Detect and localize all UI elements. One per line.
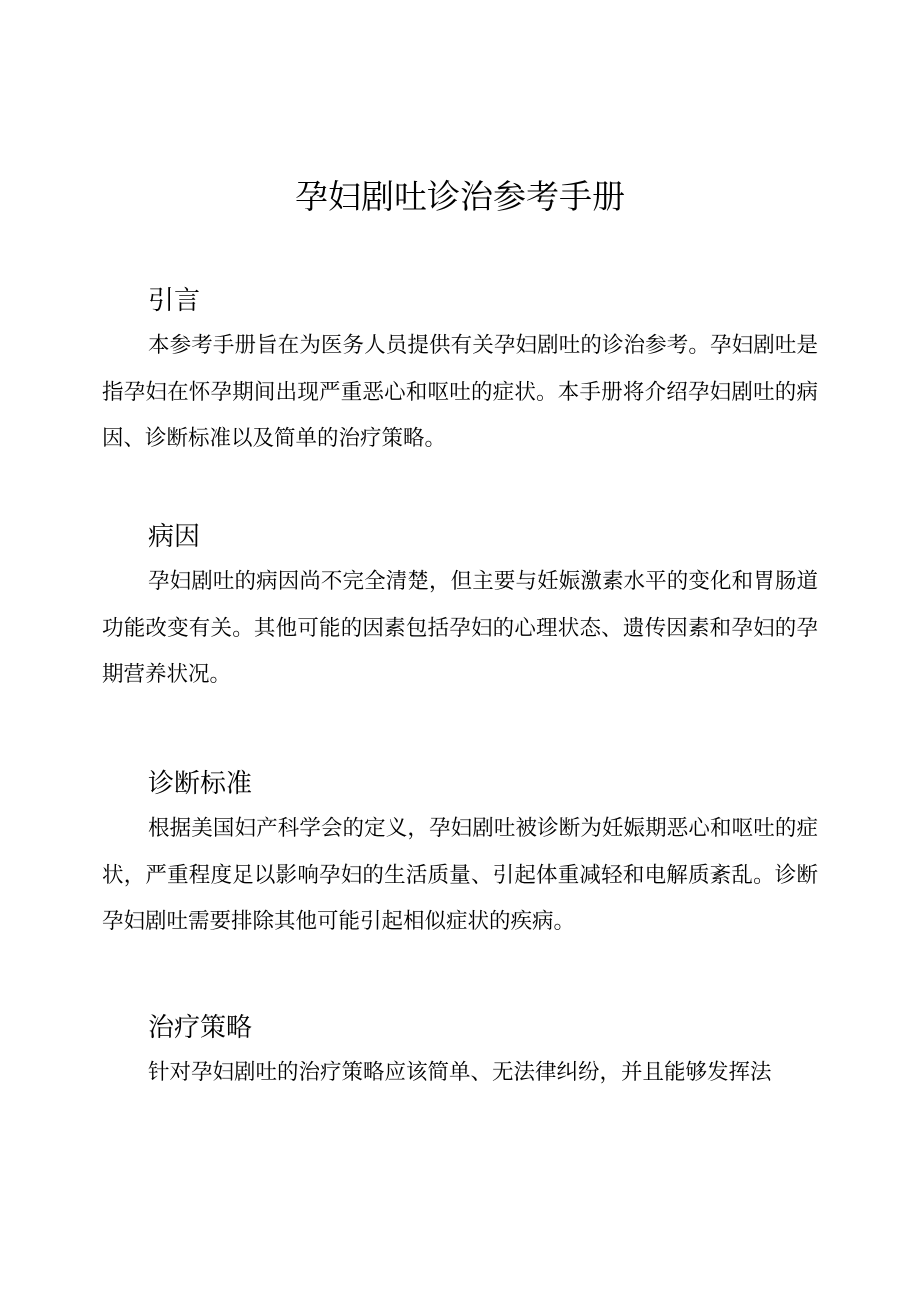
section-body-etiology: 孕妇剧吐的病因尚不完全清楚，但主要与妊娠激素水平的变化和胃肠道功能改变有关。其他可能的因素包括孕妇的心理状态、遗传因素和孕妇的孕期营养状况。 (102, 569, 818, 687)
section-etiology (102, 515, 818, 699)
section-heading-introduction: 引言 (148, 286, 201, 316)
section-heading-diagnosis: 诊断标准 (148, 769, 253, 799)
section-diagnosis (102, 762, 818, 946)
section-heading-treatment: 治疗策略 (148, 1013, 253, 1043)
section-introduction (102, 279, 818, 463)
section-treatment (102, 1006, 818, 1097)
document-title: 孕妇剧吐诊治参考手册 (295, 177, 625, 216)
section-heading-etiology: 病因 (148, 522, 201, 552)
section-body-diagnosis: 根据美国妇产科学会的定义，孕妇剧吐被诊断为妊娠期恶心和呕吐的症状，严重程度足以影响孕妇的生活质量、引起体重减轻和电解质紊乱。诊断孕妇剧吐需要排除其他可能引起相似症状的疾病。 (102, 816, 818, 934)
section-body-treatment: 针对孕妇剧吐的治疗策略应该简单、无法律纠纷，并且能够发挥法 (148, 1060, 772, 1085)
section-body-introduction: 本参考手册旨在为医务人员提供有关孕妇剧吐的诊治参考。孕妇剧吐是指孕妇在怀孕期间出现严重恶心和呕吐的症状。本手册将介绍孕妇剧吐的病因、诊断标准以及简单的治疗策略。 (102, 333, 818, 451)
